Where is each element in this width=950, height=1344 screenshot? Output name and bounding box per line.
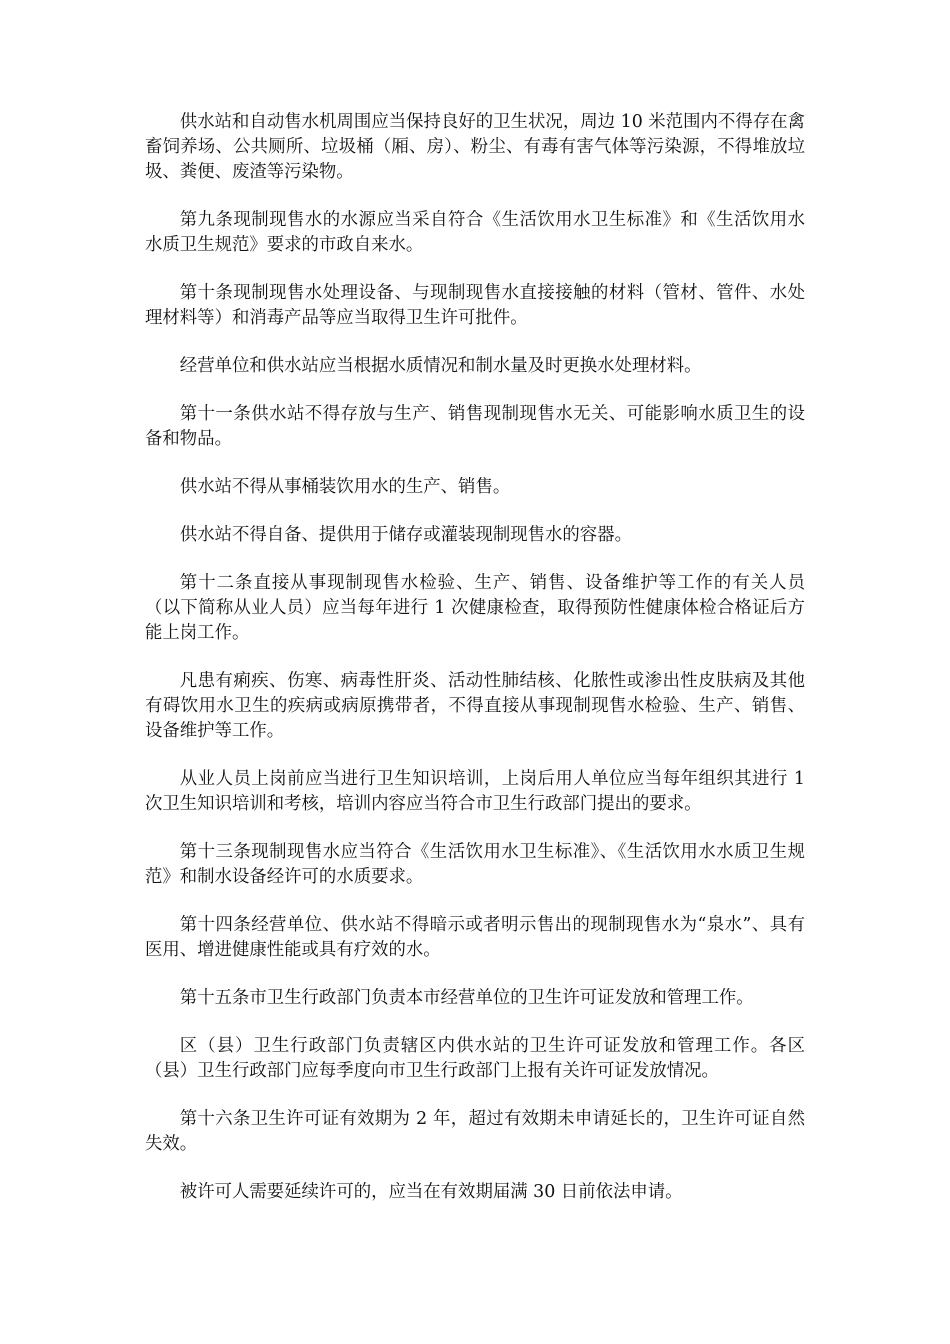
- paragraph: 第十五条市卫生行政部门负责本市经营单位的卫生许可证发放和管理工作。: [179, 988, 754, 1008]
- document-body: [145, 110, 805, 1228]
- paragraph: 第十三条现制现售水应当符合《生活饮用水卫生标准》、《生活饮用水水质卫生规范》和制水设备经许可的水质要求。: [145, 842, 805, 887]
- paragraph: 第九条现制现售水的水源应当采自符合《生活饮用水卫生标准》和《生活饮用水水质卫生规范》要求的市政自来水。: [145, 210, 805, 255]
- paragraph: 区（县）卫生行政部门负责辖区内供水站的卫生许可证发放和管理工作。各区（县）卫生行政部门应每季度向市卫生行政部门上报有关许可证发放情况。: [145, 1036, 805, 1081]
- paragraph: 被许可人需要延续许可的，应当在有效期届满 30 日前依法申请。: [179, 1182, 683, 1202]
- paragraph: 第十条现制现售水处理设备、与现制现售水直接接触的材料（管材、管件、水处理材料等）和消毒产品等应当取得卫生许可批件。: [145, 283, 805, 328]
- paragraph: 供水站不得自备、提供用于储存或灌装现制现售水的容器。: [179, 525, 632, 545]
- paragraph: 经营单位和供水站应当根据水质情况和制水量及时更换水处理材料。: [179, 356, 702, 376]
- paragraph: 供水站和自动售水机周围应当保持良好的卫生状况，周边 10 米范围内不得存在禽畜饲养场、公共厕所、垃圾桶（厢、房）、粉尘、有毒有害气体等污染源，不得堆放垃圾、粪便、废渣等污染物。: [145, 112, 805, 182]
- paragraph: 第十一条供水站不得存放与生产、销售现制现售水无关、可能影响水质卫生的设备和物品。: [145, 404, 805, 449]
- paragraph: 凡患有痢疾、伤寒、病毒性肝炎、活动性肺结核、化脓性或渗出性皮肤病及其他有碍饮用水卫生的疾病或病原携带者，不得直接从事现制现售水检验、生产、销售、设备维护等工作。: [145, 671, 805, 741]
- paragraph: 供水站不得从事桶装饮用水的生产、销售。: [179, 477, 511, 497]
- paragraph: 第十六条卫生许可证有效期为 2 年，超过有效期未申请延长的，卫生许可证自然失效。: [145, 1109, 805, 1154]
- paragraph: 从业人员上岗前应当进行卫生知识培训，上岗后用人单位应当每年组织其进行 1 次卫生知识培训和考核，培训内容应当符合市卫生行政部门提出的要求。: [145, 769, 805, 814]
- paragraph: 第十二条直接从事现制现售水检验、生产、销售、设备维护等工作的有关人员（以下简称从业人员）应当每年进行 1 次健康检查，取得预防性健康体检合格证后方能上岗工作。: [145, 573, 805, 643]
- paragraph: 第十四条经营单位、供水站不得暗示或者明示售出的现制现售水为“泉水”、具有医用、增进健康性能或具有疗效的水。: [145, 915, 805, 960]
